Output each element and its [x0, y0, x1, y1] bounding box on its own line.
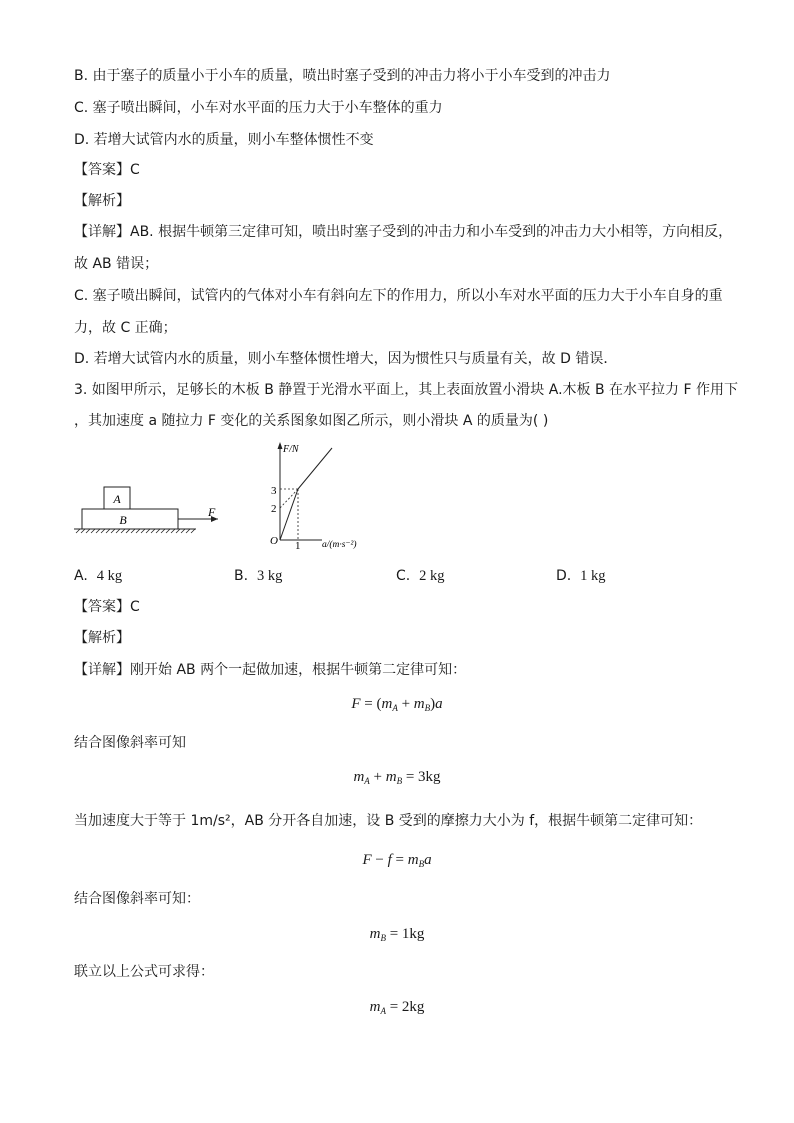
equation-2: $m_A + m_B = 3kg$: [353, 769, 441, 786]
block-a-label: A: [113, 492, 121, 506]
graph-segment-lower: [280, 489, 298, 540]
q2-detail-line-2: 故 AB 错误；: [74, 256, 159, 272]
figure-blocks: [70, 478, 230, 538]
q2-answer: 【答案】C: [74, 162, 140, 178]
option-c-prev: C. 塞子喷出瞬间，小车对水平面的压力大于小车整体的重力: [74, 100, 443, 116]
equation-5: $m_A = 2kg$: [369, 999, 425, 1016]
option-b-prev: B. 由于塞子的质量小于小车的质量，喷出时塞子受到的冲击力将小于小车受到的冲击力: [74, 68, 611, 84]
text-slope-2: 结合图像斜率可知：: [74, 891, 200, 907]
option-a: A. 4 kg: [74, 568, 123, 584]
text-acceleration: 当加速度大于等于 1m/s²，AB 分开各自加速，设 B 受到的摩擦力大小为 f，根据牛顿第二定律可知：: [74, 813, 703, 829]
y-axis-arrowhead: [278, 442, 283, 449]
q3-stem-line-1: 3. 如图甲所示，足够长的木板 B 静置于光滑水平面上，其上表面放置小滑块 A.木板 B 在水平拉力 F 作用下: [74, 382, 738, 398]
q2-analysis-heading: 【解析】: [74, 193, 130, 209]
block-b: [82, 509, 178, 529]
ground-hatching: [76, 529, 195, 533]
equation-1: $F = (m_A + m_B)a$: [351, 696, 443, 713]
option-c: C. 2 kg: [396, 568, 445, 584]
y-axis-label: F/N: [283, 444, 299, 455]
q3-answer: 【答案】C: [74, 599, 140, 615]
x-axis-label: a/(m·s⁻²): [322, 540, 357, 550]
text-combine: 联立以上公式可求得：: [74, 964, 214, 980]
q2-detail-line-4: 力，故 C 正确；: [74, 320, 177, 336]
block-b-label: B: [119, 513, 127, 527]
origin-label: O: [270, 535, 278, 547]
graph-segment-upper: [298, 448, 332, 489]
equation-3: $F - f = m_Ba$: [362, 852, 432, 869]
force-label: F: [208, 505, 216, 519]
q2-detail-line-3: C. 塞子喷出瞬间，试管内的气体对小车有斜向左下的作用力，所以小车对水平面的压力大于小车自身的重: [74, 288, 723, 304]
y-tick-3: 3: [271, 485, 277, 497]
q3-analysis-heading: 【解析】: [74, 630, 130, 646]
x-tick-1: 1: [295, 540, 301, 550]
option-d-prev: D. 若增大试管内水的质量，则小车整体惯性不变: [74, 132, 374, 148]
q3-detail-line-1: 【详解】刚开始 AB 两个一起做加速，根据牛顿第二定律可知：: [74, 662, 467, 678]
equation-4: $m_B = 1kg$: [369, 926, 425, 943]
y-tick-2: 2: [271, 503, 277, 515]
q3-stem-line-2: ，其加速度 a 随拉力 F 变化的关系图象如图乙所示，则小滑块 A 的质量为( ): [74, 413, 549, 429]
option-b: B. 3 kg: [234, 568, 283, 584]
q2-detail-line-1: 【详解】AB. 根据牛顿第三定律可知，喷出时塞子受到的冲击力和小车受到的冲击力大小相等，方向相反，: [74, 224, 733, 240]
option-d: D. 1 kg: [556, 568, 606, 584]
figure-graph: [252, 438, 372, 550]
graph-extension-dashed: [280, 489, 298, 508]
text-slope-1: 结合图像斜率可知: [74, 735, 186, 751]
q2-detail-line-5: D. 若增大试管内水的质量，则小车整体惯性增大，因为惯性只与质量有关，故 D 错误．: [74, 351, 618, 367]
